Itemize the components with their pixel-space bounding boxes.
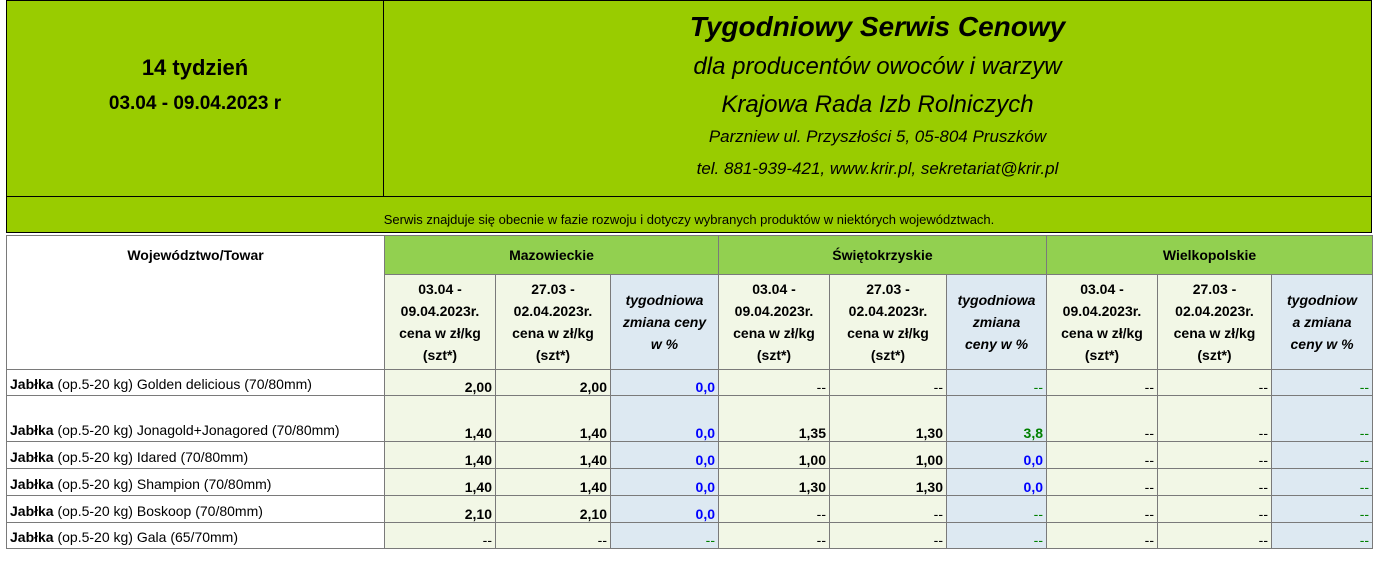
- cell-value: --: [1258, 452, 1268, 468]
- cell-value: 3,8: [1023, 425, 1043, 441]
- price-cell: [1158, 396, 1272, 442]
- price-cell: [830, 396, 947, 442]
- region-header-wielkopolskie: Wielkopolskie: [1047, 236, 1373, 275]
- column-header-line: cena w zł/kg: [847, 325, 929, 341]
- cell-value: --: [1033, 532, 1043, 548]
- weekly-change-cell: [611, 469, 719, 496]
- weekly-change-cell: [1272, 469, 1373, 496]
- price-cell: [496, 370, 611, 396]
- cell-value: 1,40: [579, 479, 607, 495]
- cell-value: 1,40: [579, 452, 607, 468]
- weekly-change-cell: [947, 469, 1047, 496]
- cell-value: --: [1258, 379, 1268, 395]
- cell-value: --: [1359, 532, 1370, 548]
- cell-value: --: [1359, 479, 1370, 495]
- cell-value: --: [816, 379, 826, 395]
- cell-value: 1,40: [464, 425, 492, 441]
- cell-value: --: [1258, 479, 1268, 495]
- column-header-line: zmiana: [972, 314, 1021, 330]
- cell-value: --: [933, 506, 943, 522]
- product-category: Jabłka: [10, 422, 54, 438]
- column-header-weekly-change: [611, 275, 719, 370]
- weekly-change-cell: [611, 396, 719, 442]
- column-header-line: 03.04 -: [752, 281, 796, 297]
- cell-value: --: [1359, 452, 1370, 468]
- price-cell: [1158, 370, 1272, 396]
- column-header-line: cena w zł/kg: [1061, 325, 1143, 341]
- cell-value: --: [705, 532, 715, 548]
- cell-value: 2,10: [464, 506, 492, 522]
- page-subtitle: dla producentów owoców i warzyw: [693, 53, 1062, 80]
- cell-value: 0,0: [695, 506, 715, 522]
- price-cell: [719, 442, 830, 469]
- weekly-change-cell: [1272, 496, 1373, 523]
- weekly-change-cell: [1272, 523, 1373, 549]
- price-cell: [385, 469, 496, 496]
- cell-value: --: [933, 379, 943, 395]
- price-cell: [1047, 523, 1158, 549]
- price-cell: [496, 442, 611, 469]
- column-header-line: (szt*): [756, 347, 792, 363]
- product-name: [7, 370, 385, 396]
- table-row: [7, 396, 1373, 442]
- cell-value: 0,0: [695, 479, 715, 495]
- column-header-line: 09.04.2023r.: [734, 303, 814, 319]
- cell-value: --: [1144, 479, 1154, 495]
- organization-contact: tel. 881-939-421, www.krir.pl, sekretariat@krir.pl: [696, 159, 1059, 178]
- column-header-weekly-change: [947, 275, 1047, 370]
- price-cell: [496, 496, 611, 523]
- cell-value: 1,40: [579, 425, 607, 441]
- column-header-price: [1047, 275, 1158, 370]
- column-header-line: 27.03 -: [866, 281, 910, 297]
- corner-header: Województwo/Towar: [7, 236, 385, 370]
- price-cell: [1047, 370, 1158, 396]
- price-cell: [1158, 523, 1272, 549]
- table-row: [7, 370, 1373, 396]
- price-cell: [719, 523, 830, 549]
- price-cell: [1158, 469, 1272, 496]
- product-category: Jabłka: [10, 376, 54, 392]
- product-detail: (op.5-20 kg) Shampion (70/80mm): [53, 476, 272, 492]
- cell-value: 1,40: [464, 479, 492, 495]
- cell-value: --: [1144, 506, 1154, 522]
- cell-value: --: [816, 506, 826, 522]
- product-detail: (op.5-20 kg) Boskoop (70/80mm): [53, 503, 263, 519]
- price-cell: [1047, 469, 1158, 496]
- price-cell: [1158, 442, 1272, 469]
- region-header-swietokrzyskie: Świętokrzyskie: [719, 236, 1047, 275]
- cell-value: --: [1258, 425, 1268, 441]
- cell-value: 1,00: [915, 452, 943, 468]
- weekly-change-cell: [1272, 442, 1373, 469]
- weekly-change-cell: [611, 523, 719, 549]
- price-table: [6, 235, 1373, 549]
- column-header-line: cena w zł/kg: [733, 325, 815, 341]
- column-header-line: 03.04 -: [1080, 281, 1124, 297]
- weekly-change-cell: [1272, 370, 1373, 396]
- column-header-line: a zmiana: [1292, 314, 1352, 330]
- product-name: [7, 469, 385, 496]
- price-cell: [719, 496, 830, 523]
- cell-value: 1,35: [798, 425, 826, 441]
- cell-value: --: [597, 532, 607, 548]
- column-header-line: 03.04 -: [418, 281, 462, 297]
- product-category: Jabłka: [10, 529, 54, 545]
- column-header-line: (szt*): [1084, 347, 1120, 363]
- price-cell: [1047, 496, 1158, 523]
- product-category: Jabłka: [10, 476, 54, 492]
- region-header-mazowieckie: Mazowieckie: [385, 236, 719, 275]
- page-title: Tygodniowy Serwis Cenowy: [689, 11, 1066, 42]
- cell-value: --: [816, 532, 826, 548]
- product-category: Jabłka: [10, 449, 54, 465]
- column-header-line: 02.04.2023r.: [513, 303, 593, 319]
- column-header-line: (szt*): [422, 347, 458, 363]
- price-cell: [830, 496, 947, 523]
- week-number: 14 tydzień: [141, 55, 249, 80]
- weekly-change-cell: [611, 496, 719, 523]
- price-cell: [719, 370, 830, 396]
- cell-value: --: [1359, 379, 1370, 395]
- column-header-price: [719, 275, 830, 370]
- price-cell: [385, 523, 496, 549]
- weekly-change-cell: [947, 396, 1047, 442]
- cell-value: 1,00: [798, 452, 826, 468]
- cell-value: --: [1033, 506, 1043, 522]
- column-header-line: cena w zł/kg: [1173, 325, 1256, 341]
- cell-value: --: [482, 532, 492, 548]
- cell-value: 2,00: [464, 379, 492, 395]
- price-cell: [830, 442, 947, 469]
- cell-value: 0,0: [695, 379, 715, 395]
- column-header-line: (szt*): [535, 347, 571, 363]
- cell-value: --: [1144, 379, 1154, 395]
- cell-value: 0,0: [695, 425, 715, 441]
- column-header-line: 27.03 -: [531, 281, 575, 297]
- column-header-line: 27.03 -: [1192, 281, 1237, 297]
- column-header-line: cena w zł/kg: [512, 325, 594, 341]
- table-row: [7, 442, 1373, 469]
- price-cell: [496, 523, 611, 549]
- product-name: [7, 396, 385, 442]
- price-cell: [719, 469, 830, 496]
- price-cell: [719, 396, 830, 442]
- column-header-price: [1158, 275, 1272, 370]
- price-cell: [1047, 442, 1158, 469]
- header-block: [6, 0, 1372, 235]
- column-header-line: cena w zł/kg: [399, 325, 481, 341]
- week-dates: 03.04 - 09.04.2023 r: [108, 93, 282, 114]
- weekly-change-cell: [1272, 396, 1373, 442]
- development-notice: Serwis znajduje się obecnie w fazie rozwoju i dotyczy wybranych produktów w niektórych województwach.: [6, 197, 1372, 233]
- price-cell: [385, 396, 496, 442]
- organization-name: Krajowa Rada Izb Rolniczych: [721, 91, 1034, 118]
- price-cell: [385, 370, 496, 396]
- column-header-price: [385, 275, 496, 370]
- column-header-line: zmiana ceny: [622, 314, 707, 330]
- product-detail: (op.5-20 kg) Jonagold+Jonagored (70/80mm): [53, 422, 340, 438]
- column-header-price: [830, 275, 947, 370]
- column-header-line: w %: [650, 336, 679, 352]
- price-cell: [1158, 496, 1272, 523]
- price-cell: [830, 370, 947, 396]
- price-cell: [830, 469, 947, 496]
- cell-value: --: [1144, 532, 1154, 548]
- cell-value: --: [1033, 379, 1043, 395]
- cell-value: --: [1258, 506, 1268, 522]
- table-row: [7, 496, 1373, 523]
- weekly-change-cell: [611, 370, 719, 396]
- price-cell: [385, 442, 496, 469]
- table-row: [7, 523, 1373, 549]
- price-cell: [1047, 396, 1158, 442]
- column-header-line: 02.04.2023r.: [1175, 303, 1254, 319]
- column-header-line: tygodniow: [1287, 292, 1358, 308]
- column-header-line: ceny w %: [964, 336, 1029, 352]
- price-cell: [830, 523, 947, 549]
- product-name: [7, 442, 385, 469]
- cell-value: --: [1258, 532, 1268, 548]
- weekly-change-cell: [611, 442, 719, 469]
- cell-value: 1,40: [464, 452, 492, 468]
- week-panel: [6, 0, 384, 197]
- title-panel: [384, 0, 1372, 197]
- price-service-sheet: [6, 0, 1380, 549]
- weekly-change-cell: [947, 523, 1047, 549]
- column-header-price: [496, 275, 611, 370]
- weekly-change-cell: [947, 496, 1047, 523]
- product-category: Jabłka: [10, 503, 54, 519]
- cell-value: 1,30: [915, 425, 943, 441]
- cell-value: 0,0: [1023, 479, 1043, 495]
- table-row: [7, 469, 1373, 496]
- column-header-line: (szt*): [870, 347, 906, 363]
- column-header-line: 09.04.2023r.: [400, 303, 480, 319]
- product-detail: (op.5-20 kg) Golden delicious (70/80mm): [53, 376, 312, 392]
- product-detail: (op.5-20 kg) Idared (70/80mm): [53, 449, 249, 465]
- cell-value: --: [933, 532, 943, 548]
- column-header-line: tygodniowa: [625, 292, 704, 308]
- weekly-change-cell: [947, 442, 1047, 469]
- cell-value: 2,00: [579, 379, 607, 395]
- cell-value: 0,0: [1023, 452, 1043, 468]
- product-name: [7, 523, 385, 549]
- column-header-weekly-change: [1272, 275, 1373, 370]
- price-cell: [496, 469, 611, 496]
- price-cell: [385, 496, 496, 523]
- cell-value: --: [1359, 425, 1370, 441]
- organization-address: Parzniew ul. Przyszłości 5, 05-804 Pruszków: [708, 127, 1047, 146]
- product-name: [7, 496, 385, 523]
- cell-value: 2,10: [579, 506, 607, 522]
- cell-value: --: [1144, 425, 1154, 441]
- cell-value: 1,30: [915, 479, 943, 495]
- cell-value: 1,30: [798, 479, 826, 495]
- column-header-line: 09.04.2023r.: [1062, 303, 1142, 319]
- product-detail: (op.5-20 kg) Gala (65/70mm): [53, 529, 238, 545]
- cell-value: 0,0: [695, 452, 715, 468]
- column-header-line: ceny w %: [1290, 336, 1354, 352]
- column-header-line: tygodniowa: [957, 292, 1036, 308]
- column-header-line: 02.04.2023r.: [848, 303, 928, 319]
- price-cell: [496, 396, 611, 442]
- cell-value: --: [1144, 452, 1154, 468]
- weekly-change-cell: [947, 370, 1047, 396]
- cell-value: --: [1359, 506, 1370, 522]
- column-header-line: (szt*): [1197, 347, 1232, 363]
